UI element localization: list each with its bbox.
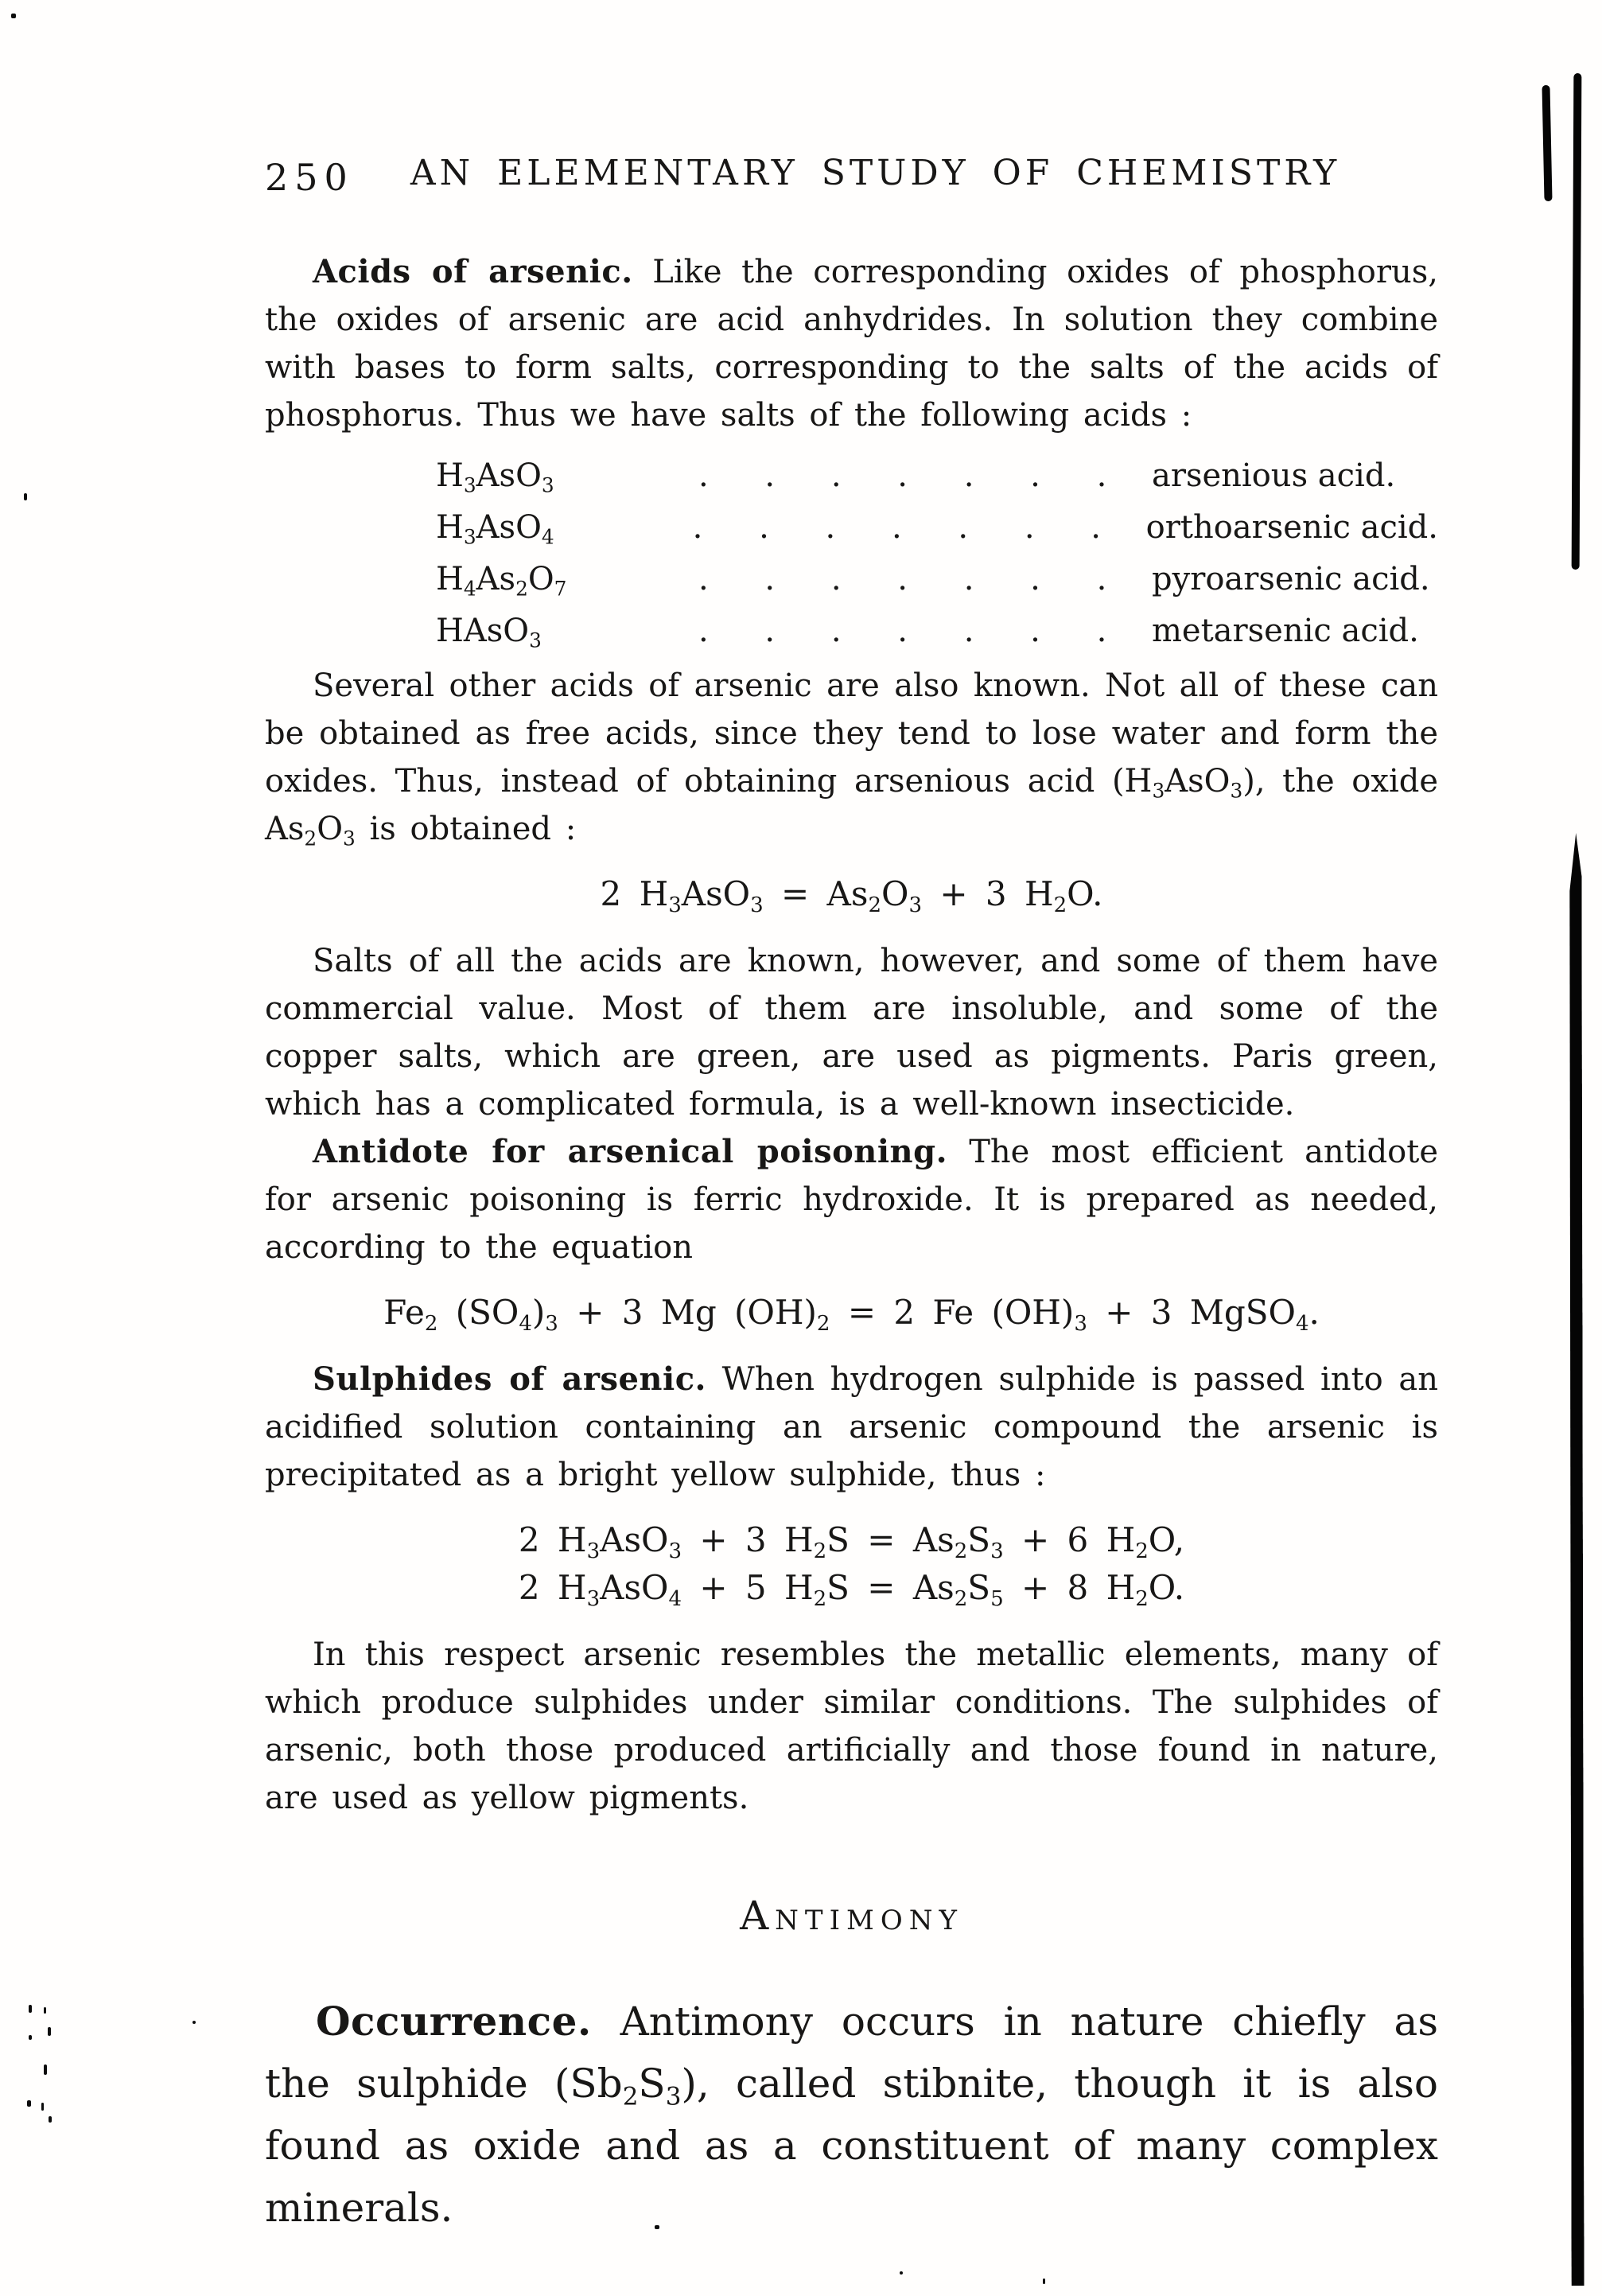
paragraph-lead-acids-of-arsenic: Acids of arsenic. (313, 253, 633, 290)
scan-speck (900, 2271, 903, 2275)
dot-leader: . . . . . . . (698, 561, 1107, 597)
scan-edge-line-short (1542, 85, 1552, 201)
paragraph-lead-sulphides: Sulphides of arsenic. (313, 1360, 706, 1398)
acid-name: metarsenic acid. (1152, 613, 1419, 649)
scan-edge-line-lower (1569, 833, 1584, 2286)
dot-leader: . . . . . . . (692, 509, 1101, 546)
acid-name: orthoarsenic acid. (1145, 509, 1438, 546)
scan-speck (655, 2225, 659, 2229)
scan-speck (11, 14, 16, 18)
section-heading-antimony: ANTIMONY (740, 1893, 963, 1939)
scan-speck (24, 493, 27, 500)
paragraph-text: The most efficient antidote for arsenic poisoning is ferric hydroxide. It is prepared as needed, according to the equation (265, 1134, 1438, 1266)
acid-list (265, 450, 1438, 657)
paragraph-lead-occurrence: Occurrence. (316, 1998, 592, 2045)
scan-speck (49, 2116, 52, 2123)
paragraph-other-acids: Several other acids of arsenic are also known. Not all of these can be obtained as free acids, since they tend to lose water and form the oxides. Thus, instead of obtaining arsenious acid $(H_3AsO_3)$, the oxide $As_2O_3$ is obtained : (265, 667, 1439, 850)
equation-ferric-hydroxide: $Fe_2$ $(SO_4)_3 + 3$ Mg $(OH)_2 = 2$ Fe $(OH)_3 + 3$ MgSO$_4$. (383, 1293, 1320, 1336)
paragraph-acids-of-arsenic (265, 248, 1438, 439)
acid-list-row (436, 502, 1438, 554)
scan-speck (41, 2103, 44, 2111)
page-number: 250 (265, 156, 354, 199)
paragraph-metallic-resemblance: In this respect arsenic resembles the metallic elements, many of which produce sulphides under similar conditions. The sulphides of arsenic, both those produced artificially and those found in nature, are used as yellow pigments. (265, 1636, 1438, 1816)
paragraph-text: Like the corresponding oxides of phosphorus, the oxides of arsenic are acid anhydrides. In solution they combine with bases to form salts, corresponding to the salts of the acids of phosphorus. Thus we have salts of the following acids : (265, 254, 1438, 434)
paragraph-lead-antidote: Antidote for arsenical poisoning. (313, 1133, 948, 1170)
paragraph-occurrence (265, 1991, 1438, 2239)
acid-formula: $H_3AsO_3$ (436, 457, 554, 497)
acid-list-row (436, 605, 1438, 657)
paragraph-text: When hydrogen sulphide is passed into an acidified solution containing an arsenic compound the arsenic is precipitated as a bright yellow sulphide, thus : (265, 1361, 1439, 1493)
paragraph-antidote (265, 1128, 1438, 1271)
dot-leader: . . . . . . . (698, 613, 1107, 649)
paragraph-salts: Salts of all the acids are known, however, and some of them have commercial value. Most of them are insoluble, and some of the copper salts, which are green, are used as pigments. Paris green, which has a complicated formula, is a well-known insecticide. (265, 943, 1438, 1123)
acid-name: arsenious acid. (1152, 457, 1396, 494)
scan-speck (1043, 2278, 1045, 2284)
scan-speck (29, 2005, 32, 2013)
equation-arsenic-sulphide-1: 2 $H_3AsO_3 + 3$ $H_2S = As_2S_3 + 6$ $H_2O$, (518, 1520, 1185, 1563)
acid-formula: HAsO$_3$ (436, 613, 542, 652)
running-head (265, 153, 1438, 204)
scan-edge-line-upper (1572, 73, 1582, 570)
scan-speck (48, 2027, 51, 2036)
dot-leader: . . . . . . . (698, 457, 1107, 494)
acid-name: pyroarsenic acid. (1152, 561, 1430, 597)
equation-arsenious-acid-decomposition: 2 $H_3AsO_3 = As_2O_3 + 3$ $H_2O$. (600, 874, 1103, 917)
scan-speck (27, 2100, 31, 2107)
scan-speck (44, 2007, 46, 2014)
acid-formula: $H_4As_2O_7$ (436, 561, 567, 601)
equation-arsenic-sulphide-2: 2 $H_3AsO_4 + 5$ $H_2S = As_2S_5 + 8$ $H_2O$. (518, 1568, 1185, 1611)
paragraph-sulphides (265, 1356, 1438, 1499)
text-column (265, 153, 1438, 2239)
scan-speck (29, 2035, 32, 2040)
scan-speck (44, 2064, 47, 2075)
paragraph-text: Antimony occurs in nature chiefly as the sulphide $(Sb_2S_3)$, called stibnite, though it is also found as oxide and as a constituent of many complex minerals. (265, 1998, 1438, 2231)
acid-list-row (436, 450, 1438, 502)
acid-list-row (436, 554, 1438, 605)
running-title: AN ELEMENTARY STUDY OF CHEMISTRY (410, 153, 1341, 193)
acid-formula: $H_3AsO_4$ (436, 509, 554, 549)
scan-speck (192, 2021, 196, 2024)
